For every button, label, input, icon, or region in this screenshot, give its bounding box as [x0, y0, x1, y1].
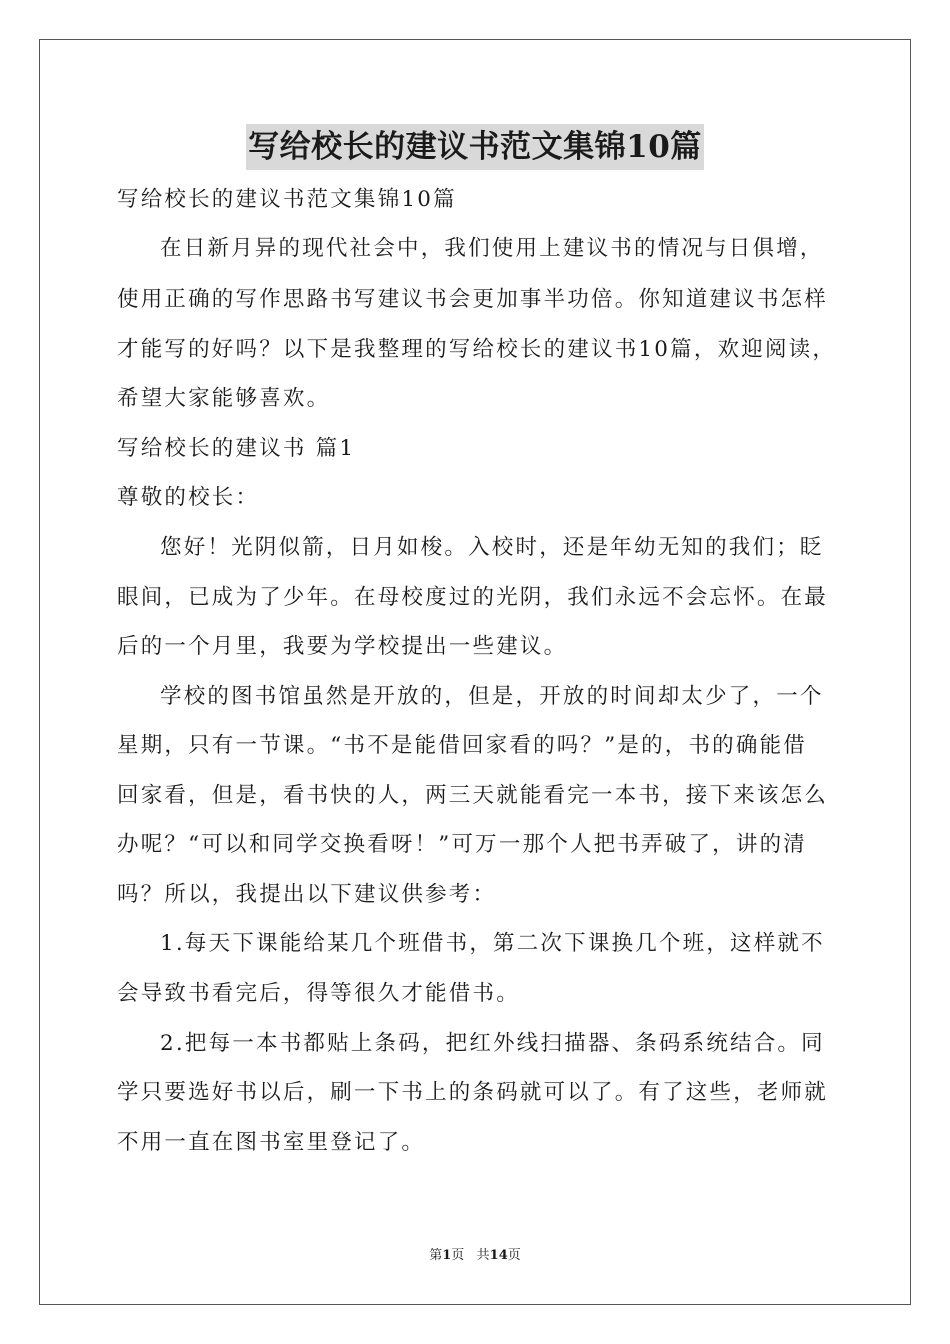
subtitle-line: 写给校长的建议书范文集锦10篇	[117, 187, 457, 212]
footer-page-suffix: 页	[507, 1248, 521, 1263]
section-heading: 写给校长的建议书 篇1	[117, 436, 356, 461]
intro-paragraph-line: 使用正确的写作思路书写建议书会更加事半功倍。你知道建议书怎样	[117, 287, 829, 312]
page-border	[39, 39, 911, 1305]
body-paragraph-line: 吗？所以，我提出以下建议供参考：	[117, 882, 497, 907]
body-paragraph-line: 学校的图书馆虽然是开放的，但是，开放的时间却太少了，一个	[160, 684, 824, 709]
body-paragraph-line: 后的一个月里，我要为学校提出一些建议。	[117, 634, 568, 659]
intro-paragraph-line: 希望大家能够喜欢。	[117, 386, 331, 411]
page-footer	[0, 1246, 950, 1266]
salutation: 尊敬的校长：	[117, 485, 260, 510]
body-paragraph-line: 眼间，已成为了少年。在母校度过的光阴，我们永远不会忘怀。在最	[117, 585, 829, 610]
suggestion-item-line: 会导致书看完后，得等很久才能借书。	[117, 981, 520, 1006]
body-paragraph-line: 回家看，但是，看书快的人，两三天就能看完一本书，接下来该怎么	[117, 783, 829, 808]
title-container	[0, 124, 950, 170]
suggestion-item-line: 2.把每一本书都贴上条码，把红外线扫描器、条码系统结合。同	[160, 1031, 825, 1056]
body-paragraph-line: 您好！光阴似箭，日月如梭。入校时，还是年幼无知的我们；眨	[160, 535, 824, 560]
suggestion-item-line: 学只要选好书以后，刷一下书上的条码就可以了。有了这些，老师就	[117, 1080, 829, 1105]
intro-paragraph-line: 在日新月异的现代社会中，我们使用上建议书的情况与日俱增，	[160, 236, 824, 261]
footer-page-number: 1	[442, 1248, 452, 1263]
body-paragraph-line: 星期，只有一节课。“书不是能借回家看的吗？”是的，书的确能借	[117, 733, 807, 758]
document-title: 写给校长的建议书范文集锦10篇	[246, 124, 704, 170]
body-paragraph-line: 办呢？“可以和同学交换看呀！”可万一那个人把书弄破了，讲的清	[117, 832, 807, 857]
suggestion-item-line: 1.每天下课能给某几个班借书，第二次下课换几个班，这样就不	[160, 931, 825, 956]
footer-page-mid: 页 共	[451, 1248, 490, 1263]
intro-paragraph-line: 才能写的好吗？以下是我整理的写给校长的建议书10篇，欢迎阅读，	[117, 337, 837, 362]
suggestion-item-line: 不用一直在图书室里登记了。	[117, 1130, 426, 1155]
footer-page-prefix: 第	[429, 1248, 443, 1263]
footer-total-pages: 14	[489, 1248, 508, 1263]
